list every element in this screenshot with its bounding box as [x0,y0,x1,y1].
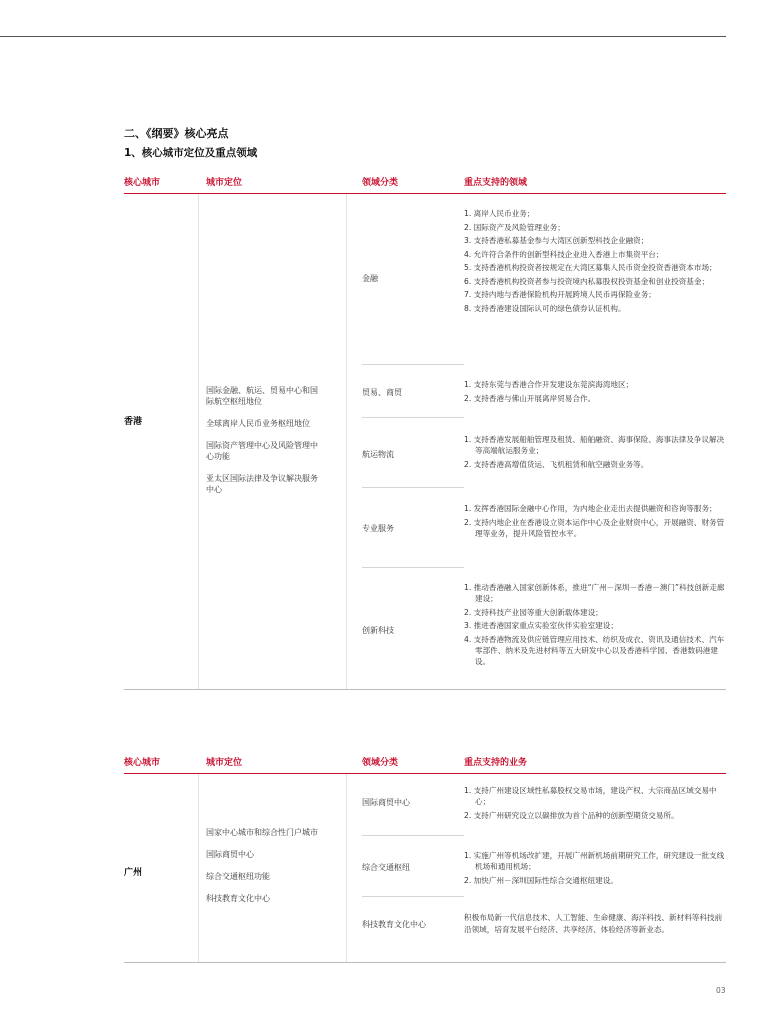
table-header [124,751,726,774]
list-item: 1. 推动香港融入国家创新体系，推进“广州－深圳－香港－澳门”科技创新走廊建设； [464,583,725,603]
city-positioning-list [206,827,324,915]
domain-innovation-tech: 创新科技 [362,626,394,635]
shipping-items [464,434,726,472]
header-domain-category: 领域分类 [362,178,399,188]
list-item: 1. 离岸人民币业务； [464,209,535,218]
row-divider [362,487,464,488]
list-item: 2. 支持内地企业在香港设立资本运作中心及企业财资中心，开展融资、财务管理等业务，提升风险管控水平。 [464,517,725,538]
positioning-item: 科技教育文化中心 [206,894,270,903]
transport-items [464,850,726,888]
professional-items [464,503,726,541]
positioning-item: 国际金融、航运、贸易中心和国际航空枢纽地位 [206,386,318,406]
domain-transport-hub: 综合交通枢纽 [362,863,410,872]
column-divider [346,774,347,962]
positioning-item: 亚太区国际法律及争议解决服务中心 [206,474,318,494]
header-core-city: 核心城市 [124,758,161,768]
domain-shipping-logistics: 航运物流 [362,450,394,459]
finance-items [464,208,726,316]
list-item: 2. 支持香港与佛山开展离岸贸易合作。 [464,393,596,403]
list-item: 1. 支持广州建设区域性私募股权交易市场，建设产权、大宗商品区域交易中心； [464,786,717,806]
header-city-positioning: 城市定位 [206,758,243,768]
top-rule [0,36,726,37]
row-divider [362,567,464,568]
header-key-business: 重点支持的业务 [464,758,528,768]
guangzhou-table [124,751,726,965]
positioning-item: 全球离岸人民币业务枢纽地位 [206,419,310,428]
table-bottom-rule [124,962,726,963]
header-key-support: 重点支持的领域 [464,178,528,188]
list-item: 7. 支持内地与香港保险机构开展跨境人民币再保险业务； [464,290,656,299]
city-positioning-list [206,385,324,506]
row-divider [362,364,464,365]
city-name: 广州 [124,868,143,878]
positioning-item: 国际资产管理中心及风险管理中心功能 [206,441,318,461]
section-title: 二、《纲要》核心亮点 [124,127,229,140]
innovation-items [464,582,726,669]
row-divider [362,896,464,897]
domain-sci-edu-culture: 科技教育文化中心 [362,920,426,929]
row-divider [362,835,464,836]
row-divider [362,417,464,418]
list-item: 5. 支持香港机构投资者按规定在大湾区募集人民币资金投资香港资本市场； [464,263,717,272]
list-item: 2. 国际资产及风险管理业务； [464,222,565,232]
sub-title: 1、核心城市定位及重点领域 [124,147,258,159]
page-number: 03 [716,986,726,995]
list-item: 2. 加快广州－深圳国际性综合交通枢纽建设。 [464,875,618,885]
table-bottom-rule [124,689,726,690]
list-item: 2. 支持广州研究设立以碳排放为首个品种的创新型期货交易所。 [464,810,679,820]
commerce-items [464,785,726,823]
list-item: 6. 支持香港机构投资者参与投资境内私募股权投资基金和创业投资基金； [464,276,710,286]
list-item: 1. 实施广州等机场改扩建，开展广州新机场前期研究工作，研究建设一批支线机场和通用机场； [464,851,725,871]
domain-professional-services: 专业服务 [362,524,394,533]
list-item: 2. 支持科技产业园等重大创新载体建设； [464,607,603,617]
domain-finance: 金融 [362,274,378,283]
trade-items [464,379,726,406]
header-domain-category: 领域分类 [362,758,399,768]
positioning-item: 国家中心城市和综合性门户城市 [206,828,318,837]
column-divider [346,194,347,689]
positioning-item: 国际商贸中心 [206,850,254,859]
domain-international-commerce: 国际商贸中心 [362,798,410,807]
list-item: 4. 支持香港物流及供应链管理应用技术、纺织及成衣、资讯及通信技术、汽车零部件、纳米及先进材料等五大研发中心以及香港科学园、香港数码港建设。 [464,634,725,666]
city-name: 香港 [124,417,143,427]
table-header [124,171,726,194]
hong-kong-table [124,171,726,691]
list-item: 3. 支持香港私募基金参与大湾区创新型科技企业融资； [464,236,649,245]
list-item: 3. 推进香港国家重点实验室伙伴实验室建设； [464,621,618,630]
list-item: 2. 支持香港高增值货运、飞机租赁和航空融资业务等。 [464,459,649,469]
column-divider [198,774,199,962]
column-divider [198,194,199,689]
list-item: 4. 允许符合条件的创新型科技企业进入香港上市集资平台； [464,249,664,259]
domain-trade: 贸易、商贸 [362,388,402,397]
sci-edu-paragraph: 积极布局新一代信息技术、人工智能、生命健康、海洋科技、新材料等科技前沿领域，培育发展平台经济、共享经济、体验经济等新业态。 [464,913,723,934]
list-item: 1. 支持香港发展船舶管理及租赁、船舶融资、海事保险、海事法律及争议解决等高端航运服务业； [464,435,725,455]
list-item: 8. 支持香港建设国际认可的绿色债券认证机构。 [464,303,626,313]
list-item: 1. 支持东莞与香港合作开发建设东莞滨海湾地区； [464,380,634,389]
positioning-item: 综合交通枢纽功能 [206,872,270,881]
list-item: 1. 发挥香港国际金融中心作用，为内地企业走出去提供融资和咨询等服务； [464,504,717,513]
header-core-city: 核心城市 [124,178,161,188]
header-city-positioning: 城市定位 [206,178,243,188]
